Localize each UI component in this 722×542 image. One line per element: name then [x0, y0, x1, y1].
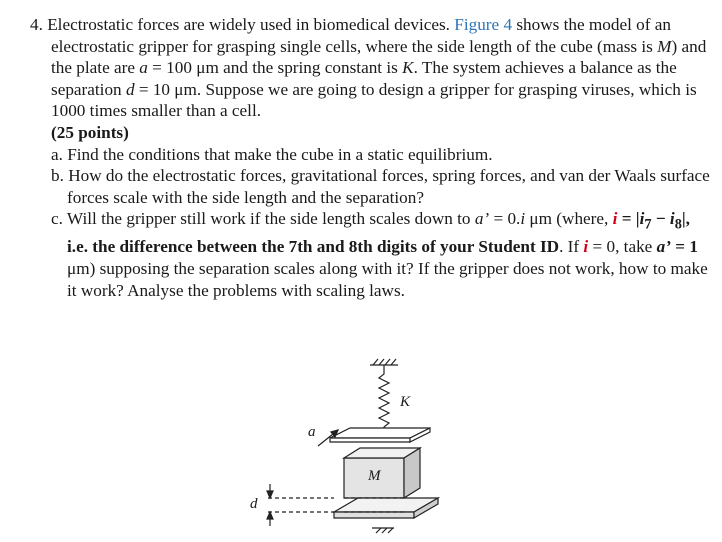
student-id-note: i.e. the difference between the 7th and 8th digits of your Student ID: [67, 237, 560, 257]
stem-text-5: . The system achieves a balance as the separation: [51, 58, 677, 99]
ground-hatch: [372, 528, 394, 533]
points: (25 points): [51, 122, 129, 142]
part-c-text-1: c. Will the gripper still work if the side length scales down to: [51, 209, 471, 229]
part-c-text-2: = 0.: [493, 209, 521, 229]
part-a: a. Find the conditions that make the cube in a static equilibrium.: [51, 144, 493, 164]
figure-link[interactable]: Figure 4: [454, 15, 513, 34]
minus: −: [655, 209, 666, 229]
part-b: b. How do the electrostatic forces, gravitational forces, spring forces, and van der Waals surface forces scale with the side length and the separation?: [51, 166, 710, 207]
abs-open: = |: [621, 209, 640, 229]
stem-text-4: = 100 μm and the spring constant is: [152, 58, 398, 78]
part-c-text-3: μm (where,: [529, 209, 609, 229]
var-i-red: i: [612, 209, 618, 229]
part-c-text-10: = 0, take: [592, 237, 653, 257]
stem-text-2: shows the model of an electrostatic gripper for grasping single cells, where the side length of the cube (mass is: [51, 15, 672, 56]
part-c-text-11: μm) supposing the separation scales along with it? If the gripper does not work, how to make it work? Analyse the problems with scaling laws.: [67, 258, 708, 300]
var-M: M: [657, 36, 672, 56]
sub-8: 8: [674, 216, 682, 233]
label-a: a: [308, 424, 316, 440]
label-M: M: [368, 468, 381, 484]
var-a: a: [139, 58, 148, 78]
equals-one: = 1: [675, 237, 698, 257]
bottom-plate-front: [334, 512, 414, 518]
ceiling-hatch: [373, 359, 396, 365]
var-i8: i: [669, 209, 675, 229]
var-d: d: [125, 79, 135, 99]
spring: [379, 365, 389, 436]
var-a-prime: a’: [474, 209, 490, 229]
question-number: 4.: [30, 15, 43, 34]
d-dimension: [267, 484, 334, 526]
sub-7: 7: [644, 216, 652, 233]
label-K: K: [400, 394, 411, 410]
var-i7: i: [639, 209, 645, 229]
var-i: i: [520, 209, 526, 229]
stem-text-6: = 10 μm. Suppose we are going to design a gripper for grasping viruses, which is 1000 times smaller than a cell.: [51, 79, 697, 121]
part-c-text-9: . If: [559, 237, 580, 257]
stem-text-3: ) and the plate are: [51, 36, 707, 78]
var-i-red-2: i: [583, 237, 589, 257]
stem-text-1: Electrostatic forces are widely used in biomedical devices.: [47, 15, 450, 34]
var-K: K: [402, 58, 414, 78]
label-d: d: [250, 496, 258, 512]
abs-close: |,: [681, 209, 690, 229]
var-a-prime-bold: a’: [656, 237, 671, 257]
